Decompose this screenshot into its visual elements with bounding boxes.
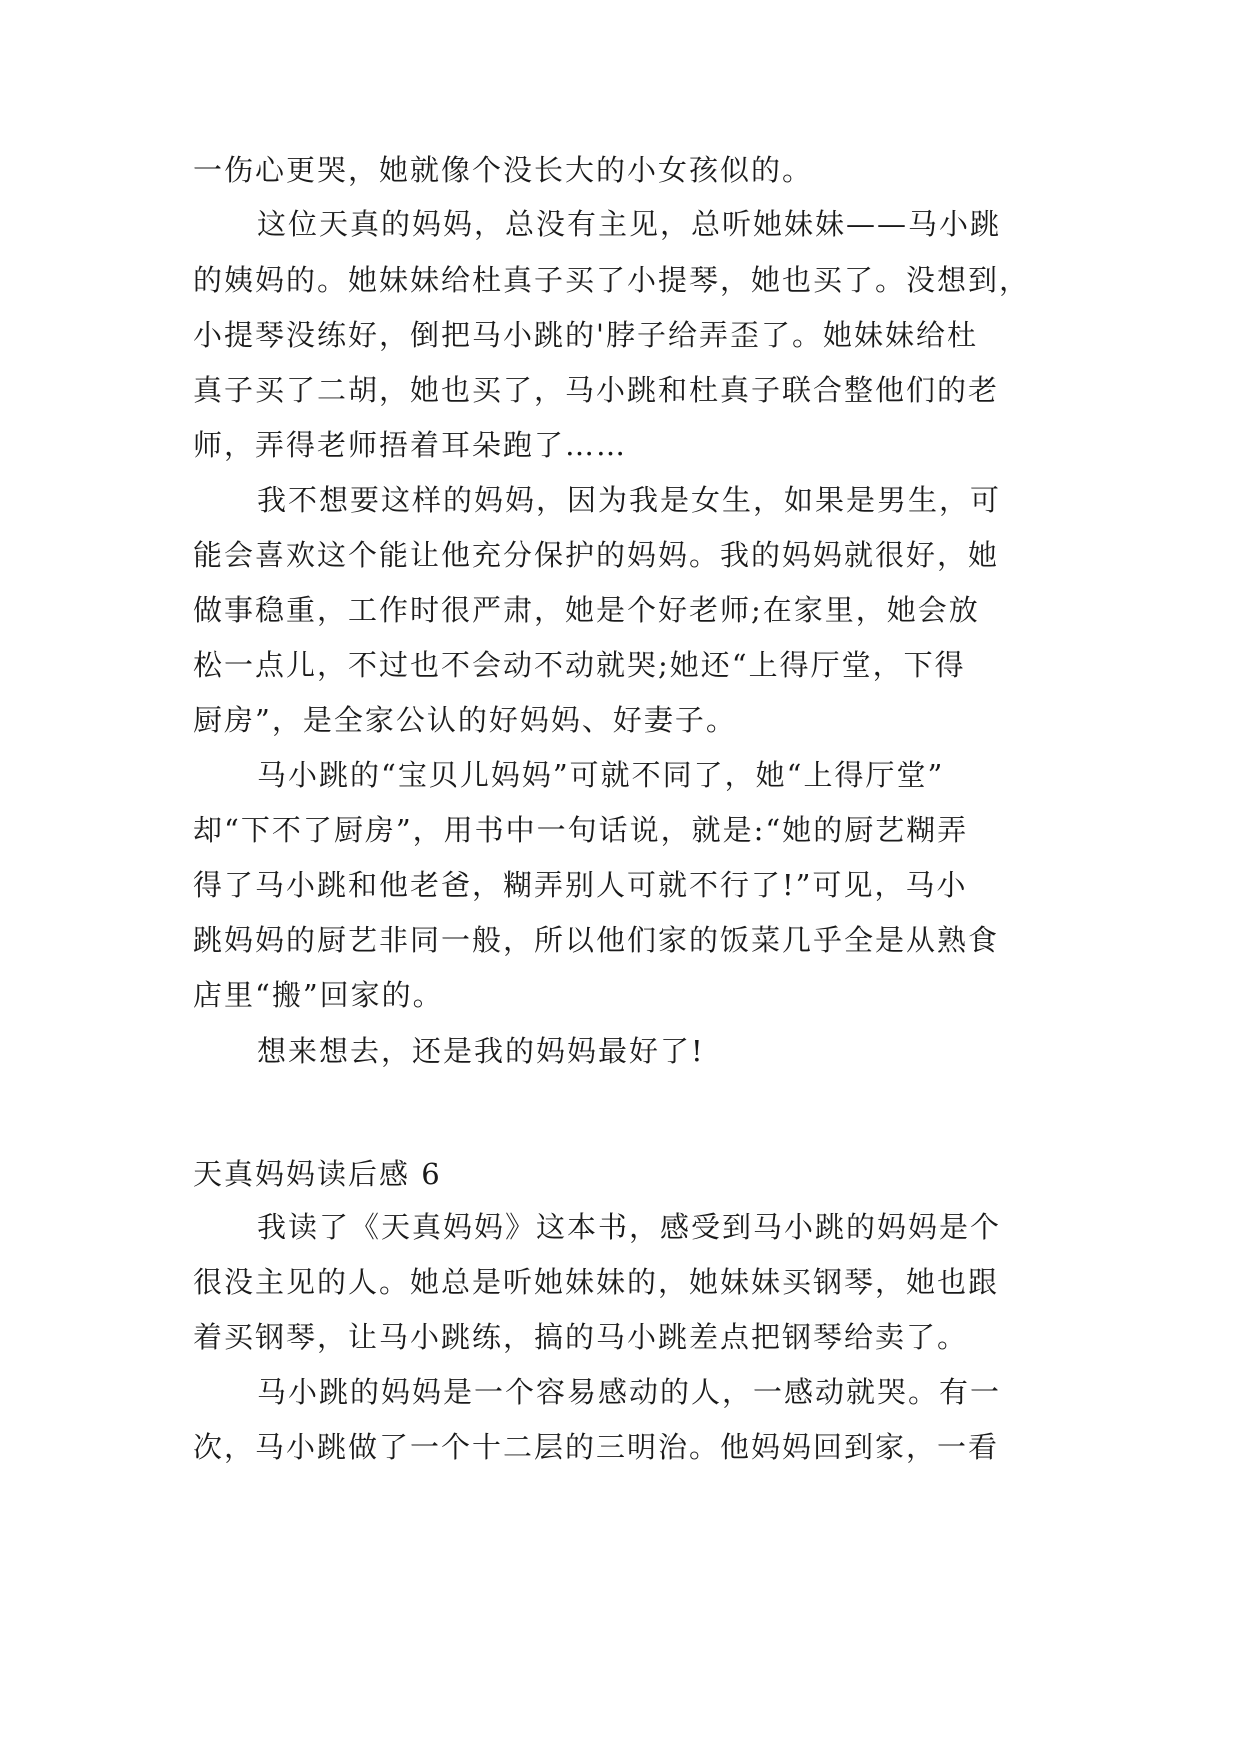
- text-line: 次，马小跳做了一个十二层的三明治。他妈妈回到家，一看: [193, 1430, 1000, 1464]
- text-line: 做事稳重，工作时很严肃，她是个好老师;在家里，她会放: [193, 593, 980, 627]
- text-line: 一伤心更哭，她就像个没长大的小女孩似的。: [193, 153, 814, 187]
- paragraph-start-line: 马小跳的“宝贝儿妈妈”可就不同了，她“上得厅堂”: [257, 758, 945, 792]
- paragraph-start-line: 我不想要这样的妈妈，因为我是女生，如果是男生，可: [257, 483, 1002, 517]
- paragraph-start-line: 这位天真的妈妈，总没有主见，总听她妹妹——马小跳: [257, 207, 1002, 241]
- paragraph-start-line: 马小跳的妈妈是一个容易感动的人，一感动就哭。有一: [257, 1375, 1002, 1409]
- text-line: 很没主见的人。她总是听她妹妹的，她妹妹买钢琴，她也跟: [193, 1265, 1000, 1299]
- text-line: 能会喜欢这个能让他充分保护的妈妈。我的妈妈就很好，她: [193, 538, 1000, 572]
- text-line: 店里“搬”回家的。: [193, 978, 444, 1012]
- text-line: 的姨妈的。她妹妹给杜真子买了小提琴，她也买了。没想到，: [193, 263, 1031, 297]
- text-line: 厨房”，是全家公认的好妈妈、好妻子。: [193, 703, 737, 737]
- paragraph-start-line: 我读了《天真妈妈》这本书，感受到马小跳的妈妈是个: [257, 1210, 1002, 1244]
- paragraph-start-line: 想来想去，还是我的妈妈最好了!: [257, 1034, 705, 1068]
- section-heading: 天真妈妈读后感 6: [193, 1157, 442, 1191]
- text-line: 跳妈妈的厨艺非同一般，所以他们家的饭菜几乎全是从熟食: [193, 923, 1000, 957]
- text-line: 小提琴没练好，倒把马小跳的'脖子给弄歪了。她妹妹给杜: [193, 318, 978, 352]
- text-line: 师，弄得老师捂着耳朵跑了……: [193, 428, 628, 462]
- text-line: 松一点儿，不过也不会动不动就哭;她还“上得厅堂，下得: [193, 648, 966, 682]
- text-line: 却“下不了厨房”，用书中一句话说，就是:“她的厨艺糊弄: [193, 813, 969, 847]
- text-line: 着买钢琴，让马小跳练，搞的马小跳差点把钢琴给卖了。: [193, 1320, 969, 1354]
- text-line: 得了马小跳和他老爸，糊弄别人可就不行了!”可见，马小: [193, 868, 968, 902]
- text-line: 真子买了二胡，她也买了，马小跳和杜真子联合整他们的老: [193, 373, 1000, 407]
